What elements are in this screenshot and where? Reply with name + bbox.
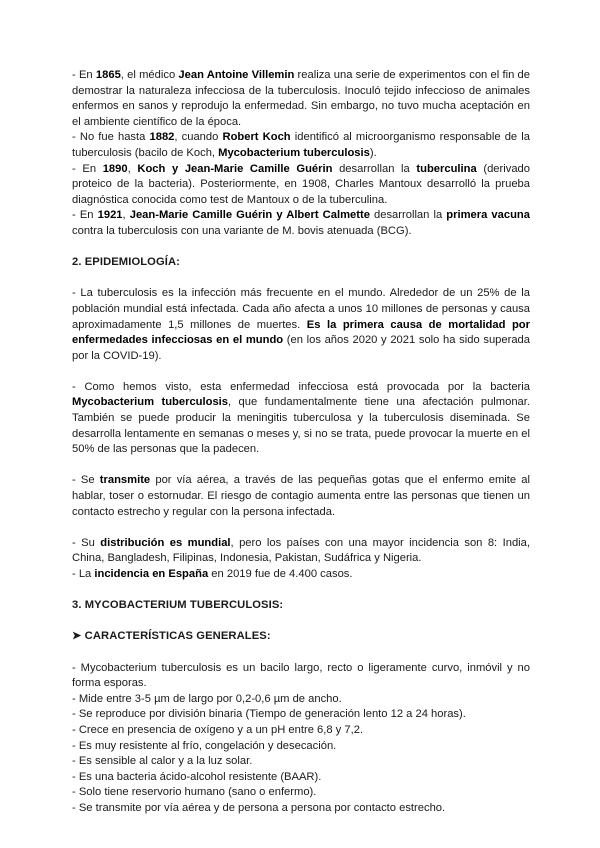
history-1921: - En 1921, Jean-Marie Camille Guérin y Albert Calmette desarrollan la primera vacuna contra la tuberculosis con una variante de M. bovis atenuada (BCG). <box>72 209 530 237</box>
list-item: - Es muy resistente al frío, congelación y desecación. <box>72 739 337 752</box>
list-item: - Mide entre 3-5 µm de largo por 0,2-0,6 µm de ancho. <box>72 692 342 705</box>
section-heading-mycobacterium: 3. MYCOBACTERIUM TUBERCULOSIS: <box>72 599 284 612</box>
epidemiologia-paragraph-4: - Su distribución es mundial, pero los países con una mayor incidencia son 8: India, China, Bangladesh, Filipinas, Indonesia, Pakistan, Sudáfrica y Nigeria. <box>72 536 530 565</box>
epidemiologia-paragraph-1: - La tuberculosis es la infección más frecuente en el mundo. Alrededor de un 25% de la población mundial está infectada. Cada año afecta a unos 10 millones de personas y causa aproximadamente 1,5 millones de muertes. Es la primera causa de mortalidad por enfermedades infecciosas en el mundo (en los años 2020 y 2021 solo ha sido superada por la COVID-19). <box>72 287 530 362</box>
history-1890: - En 1890, Koch y Jean-Marie Camille Guérin desarrollan la tuberculina (derivado proteico de la bacteria). Posteriormente, en 1908, Charles Mantoux desarrolló la prueba diagnóstica conocida como test de Mantoux o de la tuberculina. <box>72 162 530 206</box>
list-item: - Se transmite por vía aérea y de persona a persona por contacto estrecho. <box>72 801 446 814</box>
history-1882: - No fue hasta 1882, cuando Robert Koch identificó al microorganismo responsable de la tuberculosis (bacilo de Koch, Mycobacterium tuberculosis). <box>72 131 531 159</box>
epidemiologia-paragraph-5: - La incidencia en España en 2019 fue de 4.400 casos. <box>72 568 353 580</box>
epidemiologia-paragraph-3: - Se transmite por vía aérea, a través de las pequeñas gotas que el enfermo emite al hablar, toser o estornudar. El riesgo de contagio aumenta entre las personas que tienen un contacto estrecho y regular con la persona infectada. <box>72 474 530 518</box>
list-item: - Se reproduce por división binaria (Tiempo de generación lento 12 a 24 horas). <box>72 708 466 721</box>
epidemiologia-paragraph-2: - Como hemos visto, esta enfermedad infecciosa está provocada por la bacteria Mycobacterium tuberculosis, que fundamentalmente tiene una afectación pulmonar. También se puede producir la meningitis tuberculosa y la tuberculosis diseminada. Se desarrolla lentamente en semanas o meses y, si no se trata, puede provocar la muerte en el 50% de las personas que la padecen. <box>72 380 530 456</box>
list-item: - Crece en presencia de oxígeno y a un pH entre 6,8 y 7,2. <box>72 723 364 736</box>
document-page <box>72 68 530 817</box>
history-1865: - En 1865, el médico Jean Antoine Villemin realiza una serie de experimentos con el fin de demostrar la naturaleza infecciosa de la tuberculosis. Inoculó tejido infeccioso de animales enfermos en sanos y reprodujo la enfermedad. Sin embargo, no tuvo mucha aceptación en el ambiente científico de la época. <box>72 69 530 128</box>
list-item: - Es sensible al calor y a la luz solar. <box>72 755 253 768</box>
subsection-heading-caracteristicas: ➤ CARACTERÍSTICAS GENERALES: <box>72 630 271 643</box>
section-heading-epidemiologia: 2. EPIDEMIOLOGÍA: <box>72 256 180 269</box>
list-item: - Es una bacteria ácido-alcohol resistente (BAAR). <box>72 770 322 783</box>
list-item: - Solo tiene reservorio humano (sano o enfermo). <box>72 786 317 799</box>
list-item: - Mycobacterium tuberculosis es un bacilo largo, recto o ligeramente curvo, inmóvil y no forma esporas. <box>72 661 530 690</box>
